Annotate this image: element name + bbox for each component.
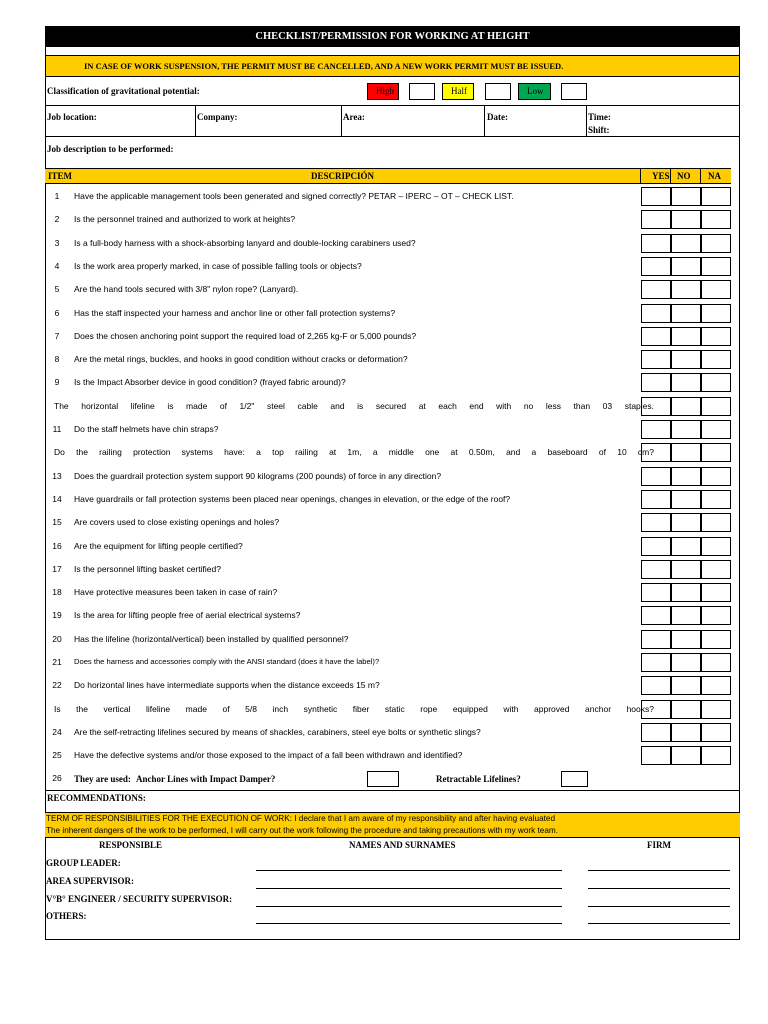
yes-checkbox[interactable] [641, 397, 671, 416]
no-checkbox[interactable] [671, 257, 701, 276]
names-column-header: NAMES AND SURNAMES [349, 840, 456, 850]
na-checkbox[interactable] [701, 513, 731, 532]
no-header: NO [677, 171, 691, 181]
na-checkbox[interactable] [701, 676, 731, 695]
no-checkbox[interactable] [671, 583, 701, 602]
high-swatch: High [367, 83, 399, 100]
yes-header: YES [652, 171, 670, 181]
area-supervisor-label: AREA SUPERVISOR: [46, 876, 134, 886]
yes-checkbox[interactable] [641, 304, 671, 323]
area-field[interactable]: Area: [343, 112, 365, 122]
item-header: ITEM [48, 171, 73, 181]
divider [700, 169, 701, 183]
question-text: Are the metal rings, buckles, and hooks in good condition without cracks or deformation? [74, 354, 408, 365]
yes-checkbox[interactable] [641, 327, 671, 346]
question-text: Are the self-retracting lifelines secured by means of shackles, carabiners, steel eye bolts or synthetic slings? [74, 726, 481, 737]
na-checkbox[interactable] [701, 327, 731, 346]
item-number: 1 [54, 191, 60, 201]
question-text: Are the equipment for lifting people certified? [74, 540, 243, 551]
terms-line-1: TERM OF RESPONSIBILITIES FOR THE EXECUTION OF WORK: I declare that I am aware of my responsibility and after having evaluated [46, 814, 556, 823]
item-number: 4 [54, 260, 60, 271]
group-leader-label: GROUP LEADER: [46, 858, 121, 868]
item-number: 2 [54, 214, 60, 225]
na-checkbox[interactable] [701, 606, 731, 625]
no-checkbox[interactable] [671, 327, 701, 346]
yes-checkbox[interactable] [641, 257, 671, 276]
engineer-signature-line[interactable] [588, 906, 730, 907]
table-header [45, 168, 731, 184]
item-number: 6 [54, 307, 60, 318]
question-text: Have the applicable management tools been generated and signed correctly? PETAR – IPERC – OT – CHECK LIST. [74, 191, 514, 201]
notice-text: IN CASE OF WORK SUSPENSION, THE PERMIT MUST BE CANCELLED, AND A NEW WORK PERMIT MUST BE ISSUED. [84, 61, 564, 71]
half-swatch: Half [442, 83, 474, 100]
job-description-field[interactable]: Job description to be performed: [47, 144, 174, 154]
question-text: Have protective measures been taken in case of rain? [74, 587, 278, 598]
no-checkbox[interactable] [671, 304, 701, 323]
question-text: Is the vertical lifeline made of 5/8 inch synthetic fiber static rope equipped with approved anchor hooks? [54, 703, 654, 714]
question-text: Do the staff helmets have chin straps? [74, 424, 219, 434]
no-checkbox[interactable] [671, 513, 701, 532]
question-text: Does the guardrail protection system support 90 kilograms (200 pounds) of force in any direction? [74, 470, 442, 481]
half-checkbox[interactable] [485, 83, 511, 100]
others-signature-line[interactable] [588, 923, 730, 924]
item-number: 18 [52, 587, 62, 598]
engineer-name-line[interactable] [256, 906, 562, 907]
question-text: Have guardrails or fall protection systems been placed near openings, changes in elevation, or the edge of the roof? [74, 493, 511, 504]
no-checkbox[interactable] [671, 234, 701, 253]
na-checkbox[interactable] [701, 304, 731, 323]
yes-checkbox[interactable] [641, 420, 671, 439]
na-checkbox[interactable] [701, 187, 731, 206]
divider [195, 105, 196, 136]
description-header: DESCRIPCIÓN [311, 171, 375, 181]
high-checkbox[interactable] [409, 83, 435, 100]
time-field[interactable]: Time: [588, 112, 611, 122]
na-checkbox[interactable] [701, 373, 731, 392]
item-number: 8 [54, 354, 60, 365]
na-checkbox[interactable] [701, 583, 731, 602]
item-number: 5 [54, 284, 60, 295]
na-checkbox[interactable] [701, 537, 731, 556]
no-checkbox[interactable] [671, 210, 701, 229]
na-header: NA [708, 171, 721, 181]
na-checkbox[interactable] [701, 397, 731, 416]
item-number: 20 [52, 633, 62, 644]
no-checkbox[interactable] [671, 630, 701, 649]
yes-checkbox[interactable] [641, 490, 671, 509]
yes-checkbox[interactable] [641, 210, 671, 229]
item-number: 15 [52, 517, 62, 528]
yes-checkbox[interactable] [641, 373, 671, 392]
na-checkbox[interactable] [701, 630, 731, 649]
question-text: Is the personnel lifting basket certified? [74, 563, 221, 574]
na-checkbox[interactable] [701, 443, 731, 462]
question-text: The horizontal lifeline is made of 1/2" steel cable and is secured at each end with no less than 03 staples. [54, 400, 654, 411]
na-checkbox[interactable] [701, 490, 731, 509]
yes-checkbox[interactable] [641, 630, 671, 649]
item26-option-anchor-lines: Anchor Lines with Impact Damper? [136, 774, 276, 784]
job-location-field[interactable]: Job location: [47, 112, 97, 122]
no-checkbox[interactable] [671, 723, 701, 742]
yes-checkbox[interactable] [641, 467, 671, 486]
question-text: Does the chosen anchoring point support the required load of 2,265 kg-F or 5,000 pounds? [74, 330, 417, 341]
item-number: 21 [52, 657, 62, 667]
yes-checkbox[interactable] [641, 350, 671, 369]
yes-checkbox[interactable] [641, 443, 671, 462]
question-text: Are covers used to close existing openings and holes? [74, 517, 280, 528]
yes-checkbox[interactable] [641, 676, 671, 695]
item26-option-retractable: Retractable Lifelines? [436, 774, 521, 784]
na-checkbox[interactable] [701, 234, 731, 253]
question-text: Is the personnel trained and authorized to work at heights? [74, 214, 296, 225]
yes-checkbox[interactable] [641, 187, 671, 206]
na-checkbox[interactable] [701, 746, 731, 765]
yes-checkbox[interactable] [641, 513, 671, 532]
yes-checkbox[interactable] [641, 280, 671, 299]
no-checkbox[interactable] [671, 280, 701, 299]
divider [640, 169, 641, 183]
no-checkbox[interactable] [671, 443, 701, 462]
item-number: 22 [52, 680, 62, 691]
item-number: 24 [52, 726, 62, 737]
yes-checkbox[interactable] [641, 653, 671, 672]
item-number: 26 [52, 773, 62, 783]
question-text: Does the harness and accessories comply with the ANSI standard (does it have the label)? [74, 657, 380, 666]
yes-checkbox[interactable] [641, 700, 671, 719]
no-checkbox[interactable] [671, 537, 701, 556]
item-number: 19 [52, 610, 62, 621]
question-text: Is the Impact Absorber device in good condition? (frayed fabric around)? [74, 377, 346, 388]
shift-field[interactable]: Shift: [588, 125, 610, 135]
no-checkbox[interactable] [671, 350, 701, 369]
recommendations-label[interactable]: RECOMMENDATIONS: [47, 793, 146, 803]
others-name-line[interactable] [256, 923, 562, 924]
engineer-label: V°B° ENGINEER / SECURITY SUPERVISOR: [46, 894, 233, 904]
company-field[interactable]: Company: [197, 112, 238, 122]
na-checkbox[interactable] [701, 467, 731, 486]
classification-label: Classification of gravitational potential: [47, 86, 200, 96]
no-checkbox[interactable] [671, 397, 701, 416]
item-number: 9 [54, 377, 60, 388]
no-checkbox[interactable] [671, 420, 701, 439]
terms-line-2: The inherent dangers of the work to be performed, I will carry out the work following the procedure and taking precautions with my work team. [46, 826, 558, 835]
no-checkbox[interactable] [671, 187, 701, 206]
question-text: Do horizontal lines have intermediate supports when the distance exceeds 15 m? [74, 680, 380, 691]
retractable-checkbox[interactable] [561, 771, 588, 787]
item-number: 16 [52, 540, 62, 551]
divider [45, 105, 740, 106]
low-checkbox[interactable] [561, 83, 587, 100]
question-text: Is the work area properly marked, in case of possible falling tools or objects? [74, 260, 362, 271]
item-number: 3 [54, 237, 60, 248]
area-supervisor-signature-line[interactable] [588, 888, 730, 889]
frame-right [739, 47, 740, 939]
date-field[interactable]: Date: [487, 112, 508, 122]
terms-banner [45, 812, 740, 838]
responsible-column-header: RESPONSIBLE [99, 840, 163, 850]
divider [341, 105, 342, 136]
yes-checkbox[interactable] [641, 746, 671, 765]
divider [670, 169, 671, 183]
na-checkbox[interactable] [701, 420, 731, 439]
no-checkbox[interactable] [671, 606, 701, 625]
no-checkbox[interactable] [671, 373, 701, 392]
question-text: Is the area for lifting people free of aerial electrical systems? [74, 610, 301, 621]
form-title: CHECKLIST/PERMISSION FOR WORKING AT HEIGHT [45, 26, 740, 47]
na-checkbox[interactable] [701, 653, 731, 672]
question-text: Are the hand tools secured with 3/8" nylon rope? (Lanyard). [74, 284, 299, 295]
firm-column-header: FIRM [647, 840, 671, 850]
item-number: 25 [52, 750, 62, 761]
na-checkbox[interactable] [701, 560, 731, 579]
no-checkbox[interactable] [671, 467, 701, 486]
group-leader-signature-line[interactable] [588, 870, 730, 871]
divider [484, 105, 485, 136]
no-checkbox[interactable] [671, 490, 701, 509]
item-number: 14 [52, 493, 62, 504]
anchor-lines-checkbox[interactable] [367, 771, 399, 787]
no-checkbox[interactable] [671, 676, 701, 695]
item26-label: They are used: [74, 774, 131, 784]
yes-checkbox[interactable] [641, 560, 671, 579]
yes-checkbox[interactable] [641, 537, 671, 556]
no-checkbox[interactable] [671, 653, 701, 672]
yes-checkbox[interactable] [641, 606, 671, 625]
divider [45, 136, 740, 137]
question-text: Is a full-body harness with a shock-absorbing lanyard and double-locking carabiners used? [74, 237, 416, 248]
na-checkbox[interactable] [701, 723, 731, 742]
divider [586, 105, 587, 136]
na-checkbox[interactable] [701, 210, 731, 229]
na-checkbox[interactable] [701, 280, 731, 299]
notice-banner [46, 55, 739, 77]
na-checkbox[interactable] [701, 257, 731, 276]
group-leader-name-line[interactable] [256, 870, 562, 871]
question-text: Has the lifeline (horizontal/vertical) been installed by qualified personnel? [74, 633, 349, 644]
no-checkbox[interactable] [671, 560, 701, 579]
frame-bottom [45, 939, 740, 940]
others-label: OTHERS: [46, 911, 87, 921]
item-number: 11 [52, 424, 62, 434]
low-swatch: Low [518, 83, 551, 100]
yes-checkbox[interactable] [641, 723, 671, 742]
na-checkbox[interactable] [701, 350, 731, 369]
na-checkbox[interactable] [701, 700, 731, 719]
area-supervisor-name-line[interactable] [256, 888, 562, 889]
yes-checkbox[interactable] [641, 583, 671, 602]
divider [45, 790, 740, 791]
question-text: Do the railing protection systems have: a top railing at 1m, a middle one at 0.50m, and a baseboard of 10 cm? [54, 447, 654, 458]
no-checkbox[interactable] [671, 746, 701, 765]
question-text: Has the staff inspected your harness and anchor line or other fall protection systems? [74, 307, 396, 318]
yes-checkbox[interactable] [641, 234, 671, 253]
no-checkbox[interactable] [671, 700, 701, 719]
question-text: Have the defective systems and/or those exposed to the impact of a fall been withdrawn and identified? [74, 750, 463, 761]
item-number: 13 [52, 470, 62, 481]
item-number: 7 [54, 330, 60, 341]
item-number: 17 [52, 563, 62, 574]
